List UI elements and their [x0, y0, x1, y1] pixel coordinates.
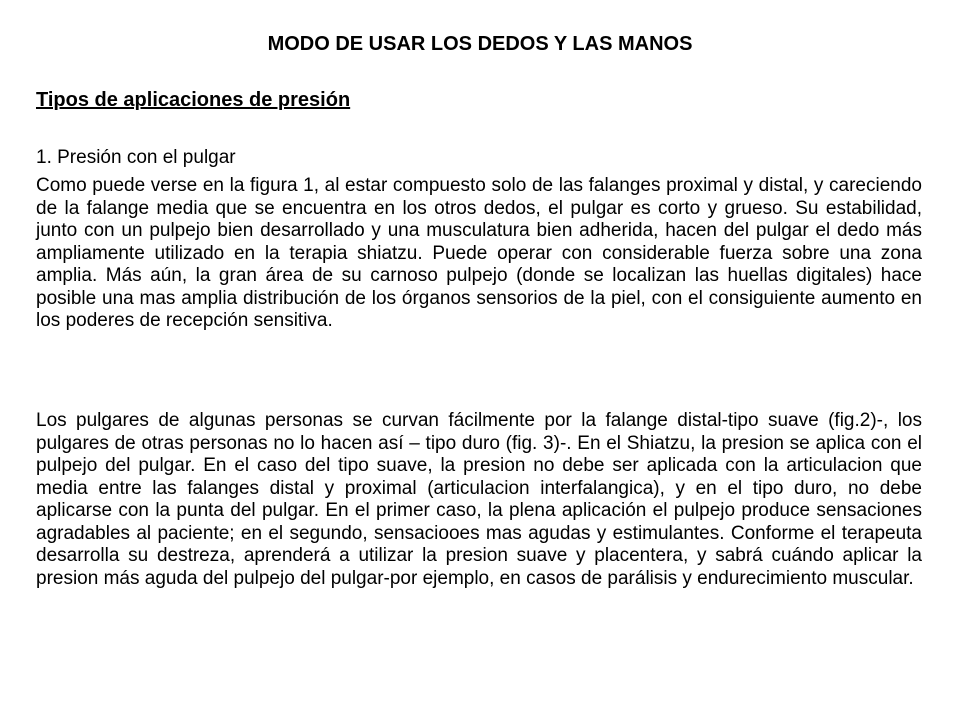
- body-paragraph: Como puede verse en la figura 1, al estar compuesto solo de las falanges proximal y distal, y careciendo de la falange media que se encuentra en los otros dedos, el pulgar es corto y grueso. Su estabilidad, junto con un pulpejo bien desarrollado y una musculatura bien adherida, hacen del pulgar el dedo más ampliamente utilizado en la terapia shiatzu. Puede operar con considerable fuerza sobre una zona amplia. Más aún, la gran área de su carnoso pulpejo (donde se localizan las huellas digitales) hace posible una mas amplia distribución de los órganos sensorios de la piel, con el consiguiente aumento en los poderes de recepción sensitiva.: [36, 175, 922, 331]
- body-paragraph: Los pulgares de algunas personas se curvan fácilmente por la falange distal-tipo suave (fig.2)-, los pulgares de otras personas no lo hacen así – tipo duro (fig. 3)-. En el Shiatzu, la presion se aplica con el pulpejo del pulgar. En el caso del tipo suave, la presion no debe ser aplicada con la articulacion que media entre las falanges distal y proximal (articulacion interfalangica), y en el tipo duro, no debe aplicarse con la punta del pulgar. En el primer caso, la plena aplicación el pulpejo produce sensaciones agradables al paciente; en el segundo, sensaciooes mas agudas y estimulantes. Conforme el terapeuta desarrolla su destreza, aprenderá a utilizar la presion suave y placentera, y sabrá cuándo aplicar la presion más aguda del pulpejo del pulgar-por ejemplo, en casos de parálisis y endurecimiento muscular.: [36, 410, 922, 589]
- document-subtitle: Tipos de aplicaciones de presión: [36, 89, 351, 111]
- document-title: MODO DE USAR LOS DEDOS Y LAS MANOS: [267, 33, 693, 55]
- section-heading: 1. Presión con el pulgar: [36, 147, 236, 168]
